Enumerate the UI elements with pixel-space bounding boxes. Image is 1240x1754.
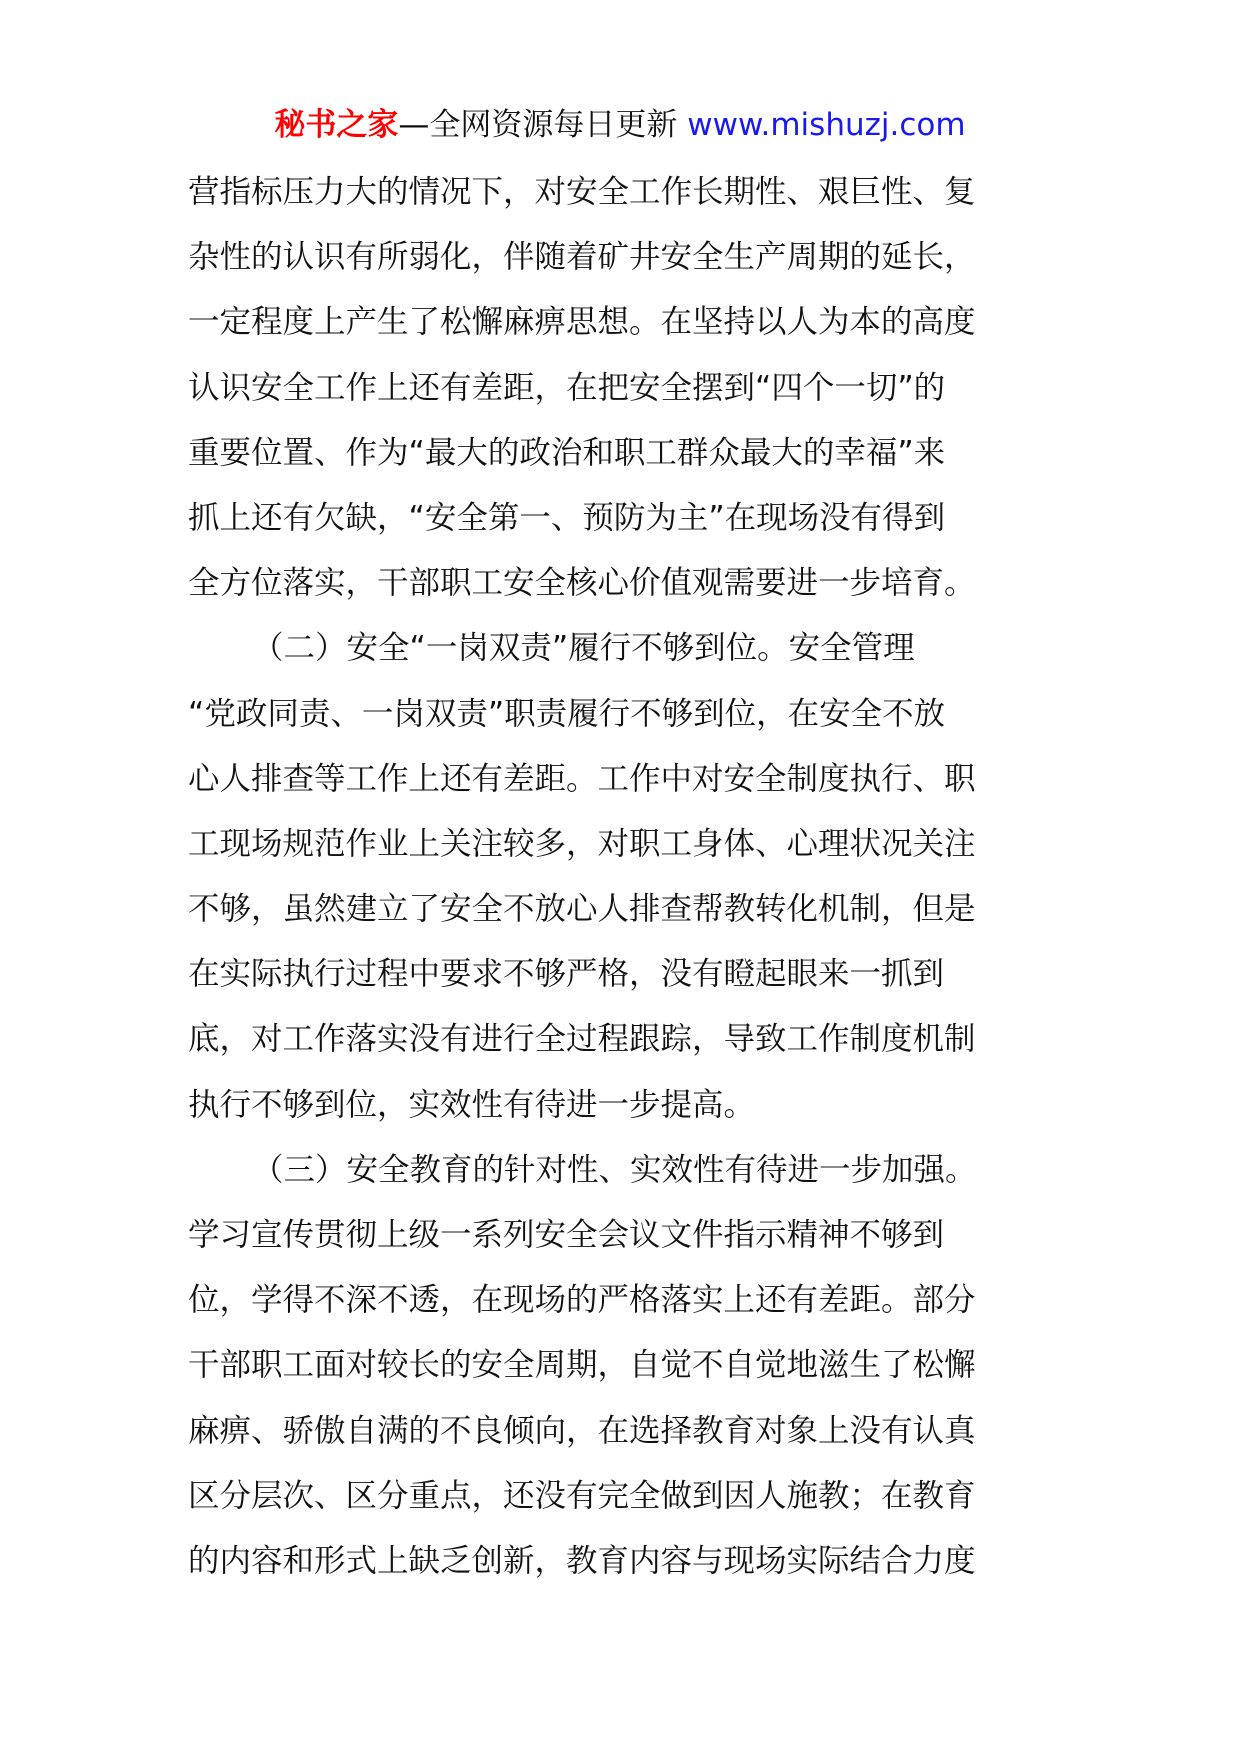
text-line: 在实际执行过程中要求不够严格，没有瞪起眼来一抓到 — [188, 956, 945, 993]
text-line: 执行不够到位，实效性有待进一步提高。 — [188, 1086, 756, 1123]
text-line: “党政同责、一岗双责”职责履行不够到位，在安全不放 — [188, 695, 946, 732]
text-line: 位，学得不深不透，在现场的严格落实上还有差距。部分 — [188, 1282, 976, 1319]
text-line: 认识安全工作上还有差距，在把安全摆到“四个一切”的 — [188, 369, 946, 406]
text-line: （三）安全教育的针对性、实效性有待进一步加强。 — [252, 1151, 977, 1188]
header-slogan: —全网资源每日更新 — [398, 107, 678, 143]
text-line: 的内容和形式上缺乏创新，教育内容与现场实际结合力度 — [188, 1542, 976, 1579]
paragraph-3 — [188, 1138, 1064, 1594]
website-link[interactable]: www.mishuzj.com — [687, 107, 966, 143]
text-line: 全方位落实，干部职工安全核心价值观需要进一步培育。 — [188, 565, 976, 602]
text-line: 麻痹、骄傲自满的不良倾向，在选择教育对象上没有认真 — [188, 1412, 976, 1449]
text-line: 学习宣传贯彻上级一系列安全会议文件指示精神不够到 — [188, 1217, 945, 1253]
text-line: 心人排查等工作上还有差距。工作中对安全制度执行、职 — [188, 760, 976, 797]
document-body — [188, 160, 1064, 1594]
brand-name: 秘书之家 — [274, 107, 399, 143]
text-line: 不够，虽然建立了安全不放心人排查帮教转化机制，但是 — [188, 891, 976, 928]
text-line: 营指标压力大的情况下，对安全工作长期性、艰巨性、复 — [188, 174, 976, 210]
text-line: 重要位置、作为“最大的政治和职工群众最大的幸福”来 — [188, 434, 946, 471]
text-line: 底，对工作落实没有进行全过程跟踪，导致工作制度机制 — [188, 1021, 976, 1058]
text-line: 区分层次、区分重点，还没有完全做到因人施教；在教育 — [188, 1477, 976, 1514]
text-line: 一定程度上产生了松懈麻痹思想。在坚持以人为本的高度 — [188, 304, 976, 341]
paragraph-1 — [188, 160, 1064, 616]
text-line: 干部职工面对较长的安全周期，自觉不自觉地滋生了松懈 — [188, 1347, 976, 1384]
paragraph-2 — [188, 616, 1064, 1138]
text-line: 抓上还有欠缺，“安全第一、预防为主”在现场没有得到 — [188, 499, 946, 536]
text-line: （二）安全“一岗双责”履行不够到位。安全管理 — [252, 630, 915, 667]
text-line: 工现场规范作业上关注较多，对职工身体、心理状况关注 — [188, 825, 976, 862]
page-header — [0, 102, 1240, 148]
text-line: 杂性的认识有所弱化，伴随着矿井安全生产周期的延长， — [188, 239, 976, 276]
